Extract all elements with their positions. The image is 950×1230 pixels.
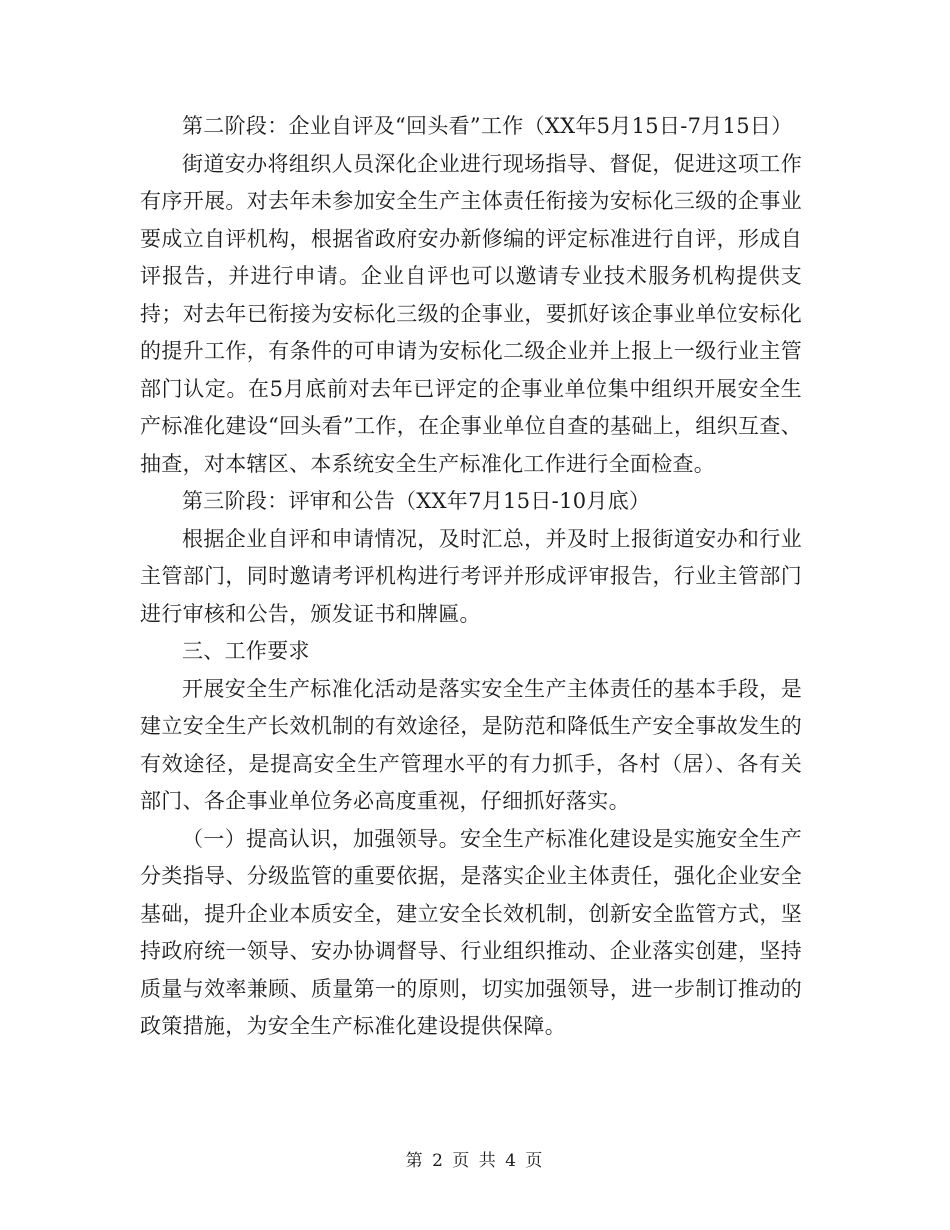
- document-body: [140, 108, 802, 1046]
- page-number-footer: 第 2 页 共 4 页: [405, 1151, 545, 1171]
- paragraph-requirement-one: （一）提高认识，加强领导。安全生产标准化建设是实施安全生产分类指导、分级监管的重要依据，是落实企业主体责任，强化企业安全基础，提升企业本质安全，建立安全长效机制，创新安全监管方式，坚持政府统一领导、安办协调督导、行业组织推动、企业落实创建，坚持质量与效率兼顾、质量第一的原则，切实加强领导，进一步制订推动的政策措施，为安全生产标准化建设提供保障。: [140, 826, 802, 1038]
- section-heading-work-requirements: 三、工作要求: [182, 639, 310, 663]
- paragraph-stage-two-heading: 第二阶段：企业自评及“回头看”工作（XX年5月15日-7月15日）: [182, 114, 793, 138]
- paragraph-requirements-intro: 开展安全生产标准化活动是落实安全生产主体责任的基本手段，是建立安全生产长效机制的有效途径，是防范和降低生产安全事故发生的有效途径，是提高安全生产管理水平的有力抓手，各村（居）、各有关部门、各企事业单位务必高度重视，仔细抓好落实。: [140, 676, 802, 813]
- paragraph-stage-three-heading: 第三阶段：评审和公告（XX年7月15日-10月底）: [182, 489, 651, 513]
- paragraph-stage-three-body: 根据企业自评和申请情况，及时汇总，并及时上报街道安办和行业主管部门，同时邀请考评机构进行考评并形成评审报告，行业主管部门进行审核和公告，颁发证书和牌匾。: [140, 526, 802, 626]
- paragraph-stage-two-body: 街道安办将组织人员深化企业进行现场指导、督促，促进这项工作有序开展。对去年未参加安全生产主体责任衔接为安标化三级的企事业要成立自评机构，根据省政府安办新修编的评定标准进行自评，形成自评报告，并进行申请。企业自评也可以邀请专业技术服务机构提供支持；对去年已衔接为安标化三级的企事业，要抓好该企事业单位安标化的提升工作，有条件的可申请为安标化二级企业并上报上一级行业主管部门认定。在5月底前对去年已评定的企事业单位集中组织开展安全生产标准化建设“回头看”工作，在企事业单位自查的基础上，组织互查、抽查，对本辖区、本系统安全生产标准化工作进行全面检查。: [140, 151, 802, 476]
